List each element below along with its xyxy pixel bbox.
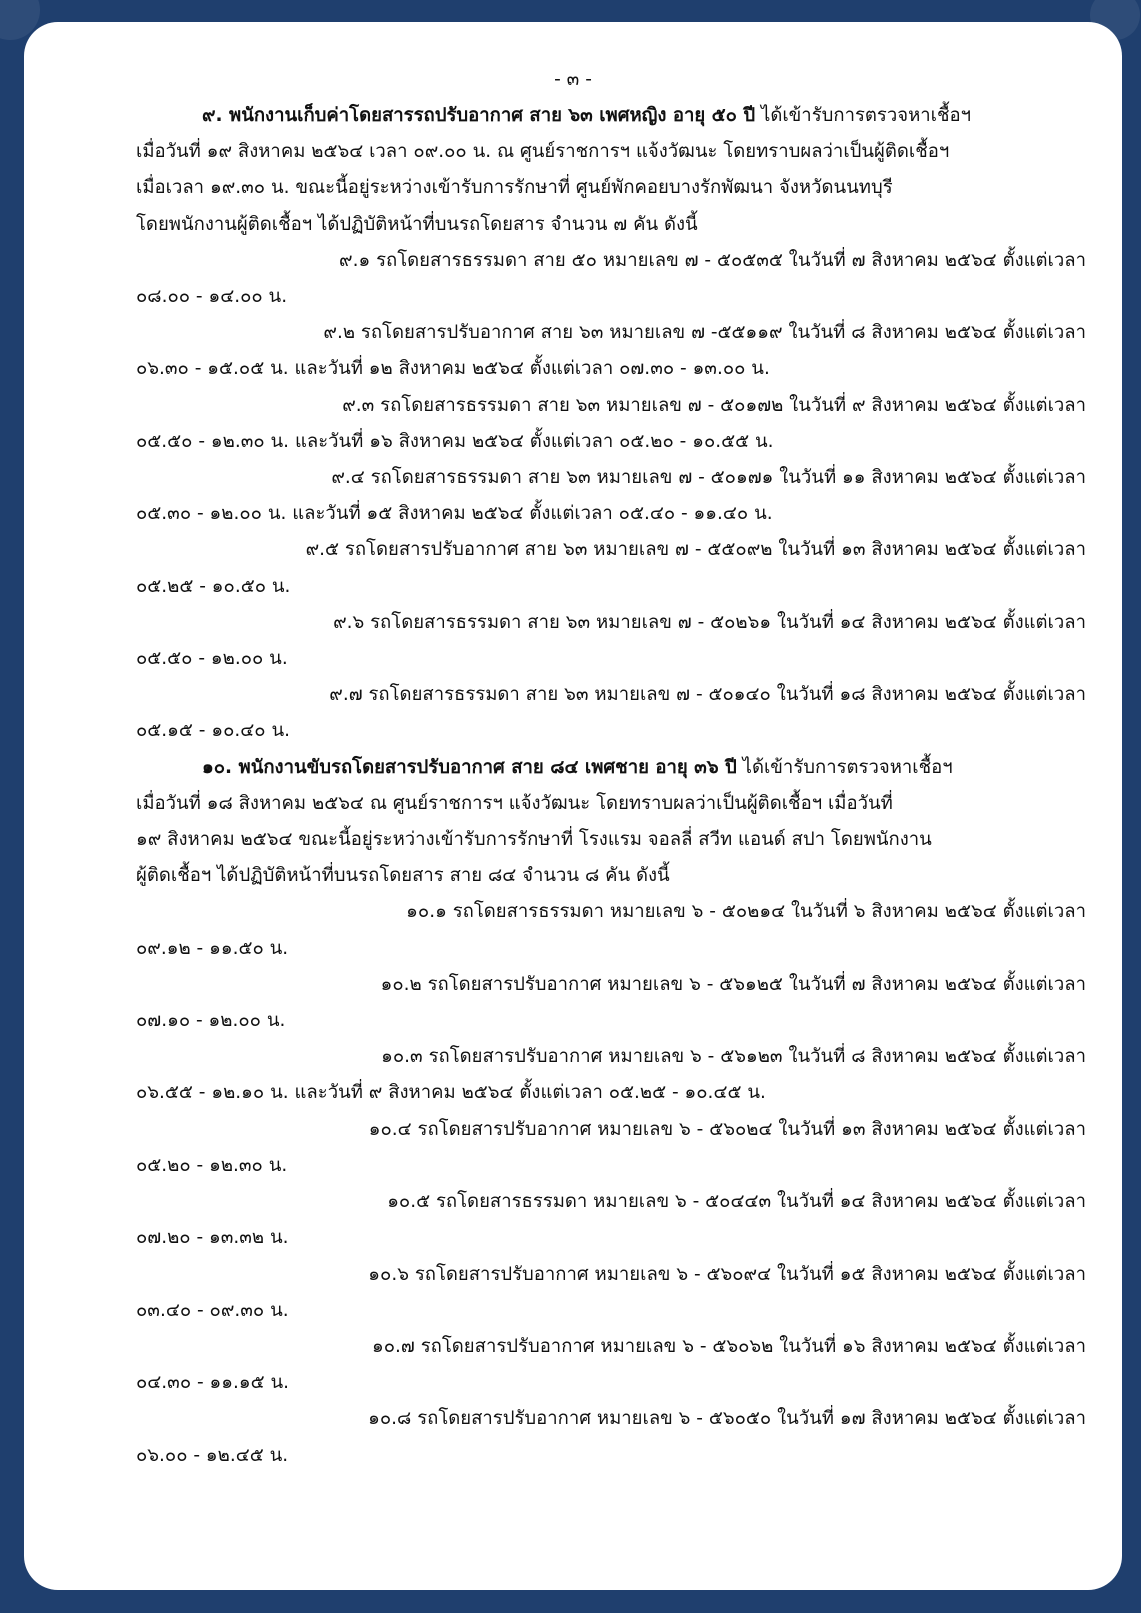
item-line2: ๐๓.๔๐ - ๐๙.๓๐ น. <box>136 1299 289 1321</box>
document-page <box>24 22 1122 1590</box>
section-intro-rest: ได้เข้ารับการตรวจหาเชื้อฯ <box>755 105 972 126</box>
item-line1: ๑๐.๓ รถโดยสารปรับอากาศ หมายเลข ๖ - ๕๖๑๒๓ ในวันที่ ๘ สิงหาคม ๒๕๖๔ ตั้งแต่เวลา <box>381 1046 1086 1068</box>
item-line2: ๐๗.๒๐ - ๑๓.๓๒ น. <box>136 1227 289 1249</box>
item-line2: ๐๔.๓๐ - ๑๑.๑๕ น. <box>136 1372 290 1394</box>
item-line1: ๙.๑ รถโดยสารธรรมดา สาย ๕๐ หมายเลข ๗ - ๕๐๕๓๕ ในวันที่ ๗ สิงหาคม ๒๕๖๔ ตั้งแต่เวลา <box>339 249 1086 271</box>
section-intro <box>136 98 1086 243</box>
section-9 <box>136 98 1086 750</box>
intro-line: เมื่อวันที่ ๑๘ สิงหาคม ๒๕๖๔ ณ ศูนย์ราชการฯ แจ้งวัฒนะ โดยทราบผลว่าเป็นผู้ติดเชื้อฯ เมื่อวันที่ <box>136 792 893 814</box>
item-line2: ๐๖.๐๐ - ๑๒.๔๕ น. <box>136 1444 289 1466</box>
section-intro-rest: ได้เข้ารับการตรวจหาเชื้อฯ <box>736 756 953 778</box>
item-line1: ๙.๗ รถโดยสารธรรมดา สาย ๖๓ หมายเลข ๗ - ๕๐๑๔๐ ในวันที่ ๑๘ สิงหาคม ๒๕๖๔ ตั้งแต่เวลา <box>329 684 1086 706</box>
item-line2: ๐๕.๒๐ - ๑๒.๓๐ น. <box>136 1154 288 1176</box>
item-line1: ๑๐.๑ รถโดยสารธรรมดา หมายเลข ๖ - ๕๐๒๑๔ ในวันที่ ๖ สิงหาคม ๒๕๖๔ ตั้งแต่เวลา <box>406 901 1086 923</box>
list-item <box>136 388 1086 460</box>
item-line2: ๐๖.๕๕ - ๑๒.๑๐ น. และวันที่ ๙ สิงหาคม ๒๕๖๔ ตั้งแต่เวลา ๐๕.๒๕ - ๑๐.๔๕ น. <box>136 1082 766 1104</box>
item-line1: ๑๐.๔ รถโดยสารปรับอากาศ หมายเลข ๖ - ๕๖๐๒๔ ในวันที่ ๑๓ สิงหาคม ๒๕๖๔ ตั้งแต่เวลา <box>368 1118 1086 1140</box>
list-item <box>136 605 1086 677</box>
section-first-line <box>136 750 1086 786</box>
list-item <box>136 1039 1086 1111</box>
item-line2: ๐๕.๕๐ - ๑๒.๓๐ น. และวันที่ ๑๖ สิงหาคม ๒๕๖๔ ตั้งแต่เวลา ๐๕.๒๐ - ๑๐.๕๕ น. <box>136 430 774 452</box>
item-line1: ๙.๕ รถโดยสารปรับอากาศ สาย ๖๓ หมายเลข ๗ - ๕๕๐๙๒ ในวันที่ ๑๓ สิงหาคม ๒๕๖๔ ตั้งแต่เวลา <box>305 539 1086 561</box>
page-number: - ๓ - <box>554 69 592 90</box>
item-line1: ๑๐.๒ รถโดยสารปรับอากาศ หมายเลข ๖ - ๕๖๑๒๕ ในวันที่ ๗ สิงหาคม ๒๕๖๔ ตั้งแต่เวลา <box>380 973 1086 995</box>
intro-line: เมื่อวันที่ ๑๙ สิงหาคม ๒๕๖๔ เวลา ๐๙.๐๐ น. ณ ศูนย์ราชการฯ แจ้งวัฒนะ โดยทราบผลว่าเป็นผู้ติดเชื้อฯ <box>136 141 950 163</box>
list-item <box>136 1184 1086 1256</box>
intro-line: โดยพนักงานผู้ติดเชื้อฯ ได้ปฏิบัติหน้าที่บนรถโดยสาร จำนวน ๗ คัน ดังนี้ <box>136 213 698 235</box>
list-item <box>136 1329 1086 1401</box>
item-line2: ๐๕.๓๐ - ๑๒.๐๐ น. และวันที่ ๑๕ สิงหาคม ๒๕๖๔ ตั้งแต่เวลา ๐๕.๔๐ - ๑๑.๔๐ น. <box>136 503 773 525</box>
list-item <box>136 677 1086 749</box>
section-intro <box>136 750 1086 895</box>
list-item <box>136 1401 1086 1473</box>
list-item <box>136 315 1086 387</box>
item-line2: ๐๗.๑๐ - ๑๒.๐๐ น. <box>136 1010 286 1032</box>
list-item <box>136 1257 1086 1329</box>
section-heading: ๑๐. พนักงานขับรถโดยสารปรับอากาศ สาย ๘๔ เพศชาย อายุ ๓๖ ปี <box>202 756 737 778</box>
item-line1: ๑๐.๕ รถโดยสารธรรมดา หมายเลข ๖ - ๕๐๔๔๓ ในวันที่ ๑๔ สิงหาคม ๒๕๖๔ ตั้งแต่เวลา <box>387 1191 1086 1213</box>
list-item <box>136 1112 1086 1184</box>
item-line2: ๐๙.๑๒ - ๑๑.๕๐ น. <box>136 937 289 959</box>
list-item <box>136 243 1086 315</box>
item-line2: ๐๘.๐๐ - ๑๔.๐๐ น. <box>136 286 288 308</box>
item-line1: ๙.๖ รถโดยสารธรรมดา สาย ๖๓ หมายเลข ๗ - ๕๐๒๖๑ ในวันที่ ๑๔ สิงหาคม ๒๕๖๔ ตั้งแต่เวลา <box>333 611 1086 633</box>
item-line2: ๐๕.๑๕ - ๑๐.๔๐ น. <box>136 720 290 742</box>
item-line1: ๙.๒ รถโดยสารปรับอากาศ สาย ๖๓ หมายเลข ๗ -๕๕๑๑๙ ในวันที่ ๘ สิงหาคม ๒๕๖๔ ตั้งแต่เวลา <box>323 322 1086 344</box>
intro-line: ผู้ติดเชื้อฯ ได้ปฏิบัติหน้าที่บนรถโดยสาร สาย ๘๔ จำนวน ๘ คัน ดังนี้ <box>136 865 670 887</box>
intro-line: ๑๙ สิงหาคม ๒๕๖๔ ขณะนี้อยู่ระหว่างเข้ารับการรักษาที่ โรงแรม จอลลี่ สวีท แอนด์ สปา โดยพนักงาน <box>136 829 932 851</box>
list-item <box>136 532 1086 604</box>
item-line1: ๑๐.๗ รถโดยสารปรับอากาศ หมายเลข ๖ - ๕๖๐๖๒ ในวันที่ ๑๖ สิงหาคม ๒๕๖๔ ตั้งแต่เวลา <box>372 1335 1086 1357</box>
item-line1: ๑๐.๘ รถโดยสารปรับอากาศ หมายเลข ๖ - ๕๖๐๕๐ ในวันที่ ๑๗ สิงหาคม ๒๕๖๔ ตั้งแต่เวลา <box>368 1408 1086 1430</box>
section-first-line <box>136 98 1086 134</box>
item-line1: ๙.๔ รถโดยสารธรรมดา สาย ๖๓ หมายเลข ๗ - ๕๐๑๗๑ ในวันที่ ๑๑ สิงหาคม ๒๕๖๔ ตั้งแต่เวลา <box>331 467 1086 489</box>
list-item <box>136 460 1086 532</box>
list-item <box>136 967 1086 1039</box>
intro-line: เมื่อเวลา ๑๙.๓๐ น. ขณะนี้อยู่ระหว่างเข้ารับการรักษาที่ ศูนย์พักคอยบางรักพัฒนา จังหวัดนนทบุรี <box>136 177 893 199</box>
item-line1: ๙.๓ รถโดยสารธรรมดา สาย ๖๓ หมายเลข ๗ - ๕๐๑๗๒ ในวันที่ ๙ สิงหาคม ๒๕๖๔ ตั้งแต่เวลา <box>342 394 1086 416</box>
section-10 <box>136 750 1086 1474</box>
item-line1: ๑๐.๖ รถโดยสารปรับอากาศ หมายเลข ๖ - ๕๖๐๙๔ ในวันที่ ๑๕ สิงหาคม ๒๕๖๔ ตั้งแต่เวลา <box>368 1263 1086 1285</box>
item-line2: ๐๕.๕๐ - ๑๒.๐๐ น. <box>136 648 288 670</box>
section-heading: ๙. พนักงานเก็บค่าโดยสารรถปรับอากาศ สาย ๖๓ เพศหญิง อายุ ๕๐ ปี <box>202 105 756 126</box>
item-line2: ๐๖.๓๐ - ๑๕.๐๕ น. และวันที่ ๑๒ สิงหาคม ๒๕๖๔ ตั้งแต่เวลา ๐๗.๓๐ - ๑๓.๐๐ น. <box>136 358 770 380</box>
item-line2: ๐๕.๒๕ - ๑๐.๕๐ น. <box>136 575 291 597</box>
list-item <box>136 894 1086 966</box>
